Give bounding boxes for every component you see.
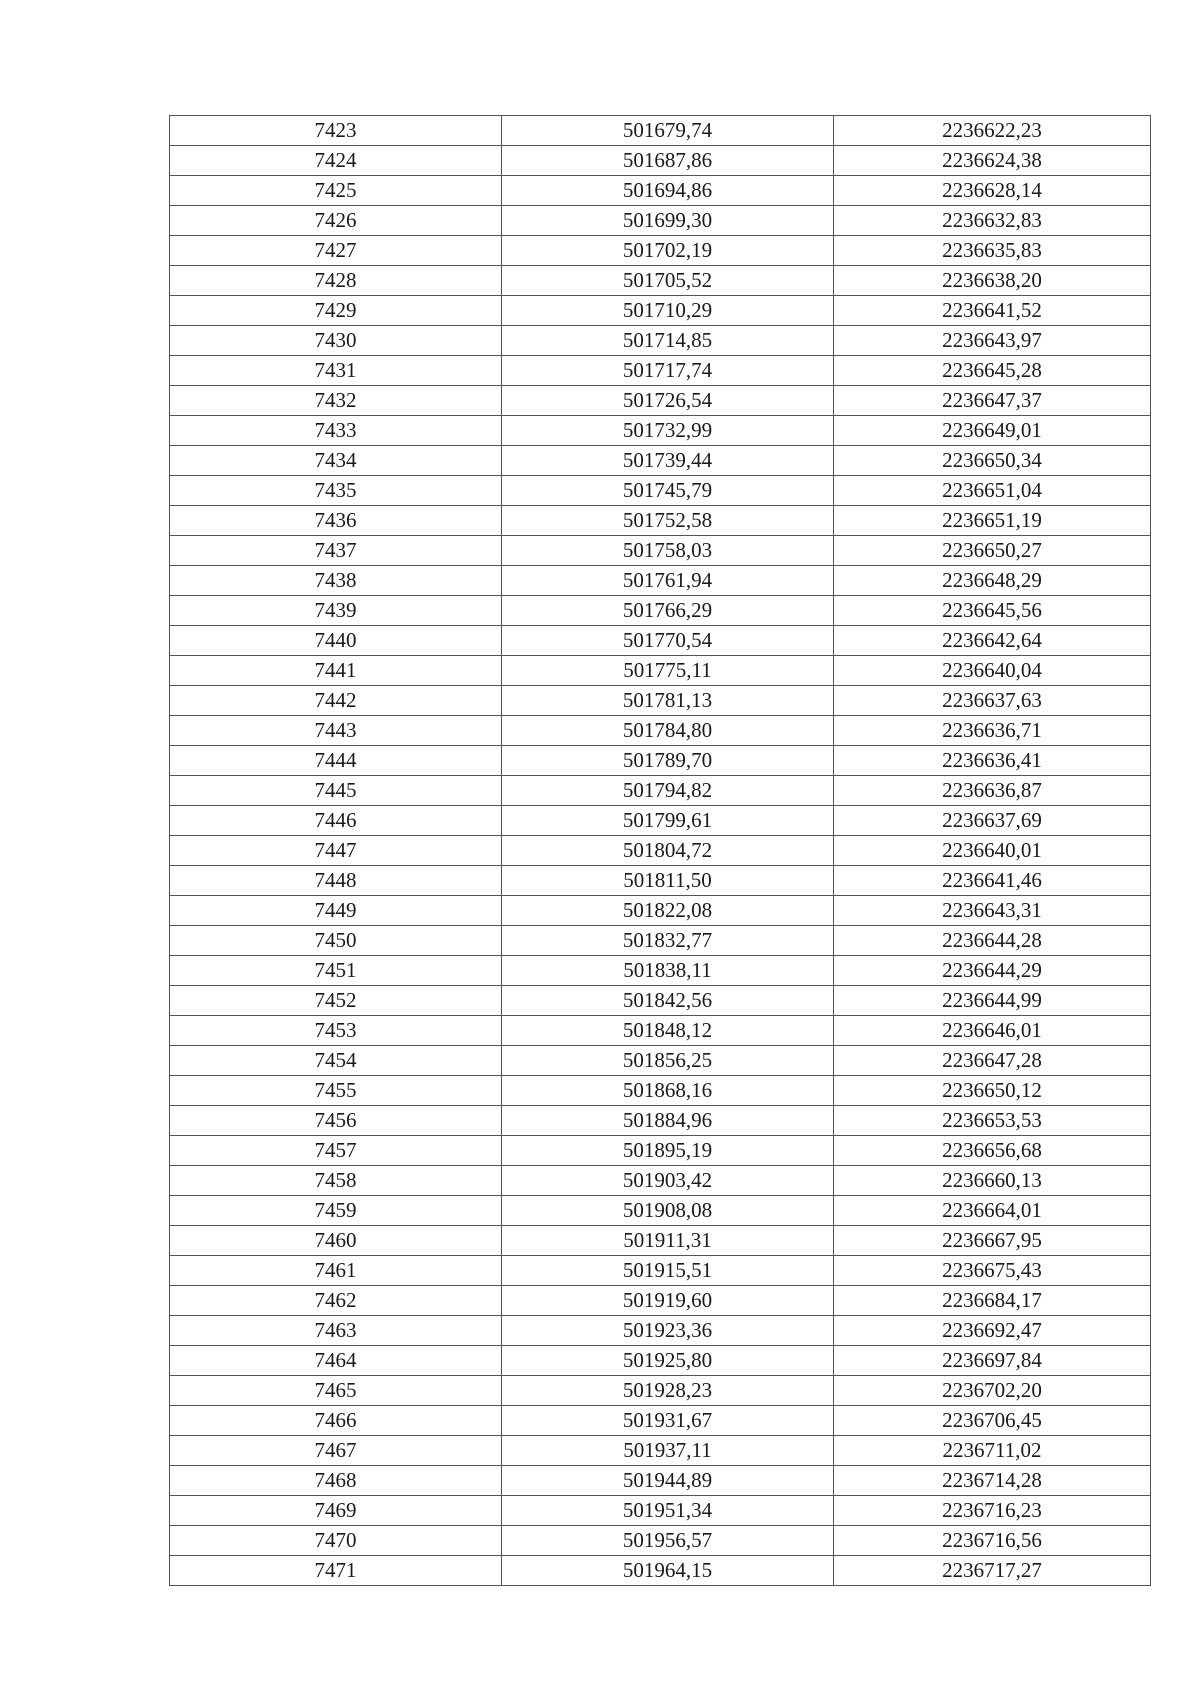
table-row (170, 1316, 1151, 1346)
point-number-cell: 7425 (170, 176, 502, 206)
x-coordinate-cell: 501799,61 (502, 806, 834, 836)
table-row (170, 986, 1151, 1016)
point-number-cell: 7429 (170, 296, 502, 326)
table-row (170, 1346, 1151, 1376)
y-coordinate-cell: 2236637,69 (834, 806, 1151, 836)
table-row (170, 926, 1151, 956)
x-coordinate-cell: 501925,80 (502, 1346, 834, 1376)
point-number-cell: 7470 (170, 1526, 502, 1556)
point-number-cell: 7453 (170, 1016, 502, 1046)
table-row (170, 1106, 1151, 1136)
table-row (170, 746, 1151, 776)
y-coordinate-cell: 2236637,63 (834, 686, 1151, 716)
x-coordinate-cell: 501856,25 (502, 1046, 834, 1076)
x-coordinate-cell: 501811,50 (502, 866, 834, 896)
table-row (170, 1466, 1151, 1496)
point-number-cell: 7438 (170, 566, 502, 596)
table-row (170, 326, 1151, 356)
y-coordinate-cell: 2236651,04 (834, 476, 1151, 506)
point-number-cell: 7432 (170, 386, 502, 416)
table-row (170, 1166, 1151, 1196)
x-coordinate-cell: 501679,74 (502, 116, 834, 146)
point-number-cell: 7458 (170, 1166, 502, 1196)
y-coordinate-cell: 2236650,12 (834, 1076, 1151, 1106)
point-number-cell: 7457 (170, 1136, 502, 1166)
y-coordinate-cell: 2236640,01 (834, 836, 1151, 866)
point-number-cell: 7439 (170, 596, 502, 626)
y-coordinate-cell: 2236656,68 (834, 1136, 1151, 1166)
table-row (170, 1376, 1151, 1406)
table-row (170, 1136, 1151, 1166)
y-coordinate-cell: 2236650,27 (834, 536, 1151, 566)
x-coordinate-cell: 501726,54 (502, 386, 834, 416)
y-coordinate-cell: 2236643,97 (834, 326, 1151, 356)
x-coordinate-cell: 501770,54 (502, 626, 834, 656)
point-number-cell: 7445 (170, 776, 502, 806)
point-number-cell: 7434 (170, 446, 502, 476)
y-coordinate-cell: 2236628,14 (834, 176, 1151, 206)
table-row (170, 716, 1151, 746)
x-coordinate-cell: 501911,31 (502, 1226, 834, 1256)
table-row (170, 1526, 1151, 1556)
y-coordinate-cell: 2236645,28 (834, 356, 1151, 386)
table-row (170, 1046, 1151, 1076)
x-coordinate-cell: 501895,19 (502, 1136, 834, 1166)
point-number-cell: 7436 (170, 506, 502, 536)
x-coordinate-cell: 501903,42 (502, 1166, 834, 1196)
table-row (170, 506, 1151, 536)
y-coordinate-cell: 2236638,20 (834, 266, 1151, 296)
y-coordinate-cell: 2236641,52 (834, 296, 1151, 326)
y-coordinate-cell: 2236635,83 (834, 236, 1151, 266)
x-coordinate-cell: 501944,89 (502, 1466, 834, 1496)
table-row (170, 206, 1151, 236)
y-coordinate-cell: 2236714,28 (834, 1466, 1151, 1496)
y-coordinate-cell: 2236716,56 (834, 1526, 1151, 1556)
x-coordinate-cell: 501804,72 (502, 836, 834, 866)
x-coordinate-cell: 501784,80 (502, 716, 834, 746)
point-number-cell: 7462 (170, 1286, 502, 1316)
x-coordinate-cell: 501964,15 (502, 1556, 834, 1586)
point-number-cell: 7454 (170, 1046, 502, 1076)
x-coordinate-cell: 501842,56 (502, 986, 834, 1016)
y-coordinate-cell: 2236644,29 (834, 956, 1151, 986)
y-coordinate-cell: 2236653,53 (834, 1106, 1151, 1136)
x-coordinate-cell: 501838,11 (502, 956, 834, 986)
y-coordinate-cell: 2236650,34 (834, 446, 1151, 476)
x-coordinate-cell: 501687,86 (502, 146, 834, 176)
point-number-cell: 7442 (170, 686, 502, 716)
point-number-cell: 7449 (170, 896, 502, 926)
point-number-cell: 7430 (170, 326, 502, 356)
y-coordinate-cell: 2236646,01 (834, 1016, 1151, 1046)
table-row (170, 896, 1151, 926)
point-number-cell: 7444 (170, 746, 502, 776)
table-row (170, 626, 1151, 656)
table-row (170, 1076, 1151, 1106)
y-coordinate-cell: 2236711,02 (834, 1436, 1151, 1466)
x-coordinate-cell: 501705,52 (502, 266, 834, 296)
table-row (170, 956, 1151, 986)
y-coordinate-cell: 2236684,17 (834, 1286, 1151, 1316)
point-number-cell: 7447 (170, 836, 502, 866)
y-coordinate-cell: 2236717,27 (834, 1556, 1151, 1586)
x-coordinate-cell: 501822,08 (502, 896, 834, 926)
y-coordinate-cell: 2236664,01 (834, 1196, 1151, 1226)
point-number-cell: 7441 (170, 656, 502, 686)
x-coordinate-cell: 501789,70 (502, 746, 834, 776)
point-number-cell: 7467 (170, 1436, 502, 1466)
table-row (170, 356, 1151, 386)
x-coordinate-cell: 501699,30 (502, 206, 834, 236)
table-row (170, 1256, 1151, 1286)
table-row (170, 266, 1151, 296)
table-row (170, 776, 1151, 806)
y-coordinate-cell: 2236642,64 (834, 626, 1151, 656)
table-row (170, 476, 1151, 506)
point-number-cell: 7427 (170, 236, 502, 266)
y-coordinate-cell: 2236667,95 (834, 1226, 1151, 1256)
x-coordinate-cell: 501928,23 (502, 1376, 834, 1406)
table-row (170, 236, 1151, 266)
x-coordinate-cell: 501714,85 (502, 326, 834, 356)
y-coordinate-cell: 2236640,04 (834, 656, 1151, 686)
y-coordinate-cell: 2236644,28 (834, 926, 1151, 956)
point-number-cell: 7426 (170, 206, 502, 236)
point-number-cell: 7437 (170, 536, 502, 566)
table-row (170, 1436, 1151, 1466)
table-row (170, 446, 1151, 476)
x-coordinate-cell: 501775,11 (502, 656, 834, 686)
x-coordinate-cell: 501794,82 (502, 776, 834, 806)
y-coordinate-cell: 2236647,37 (834, 386, 1151, 416)
x-coordinate-cell: 501931,67 (502, 1406, 834, 1436)
point-number-cell: 7448 (170, 866, 502, 896)
y-coordinate-cell: 2236716,23 (834, 1496, 1151, 1526)
x-coordinate-cell: 501781,13 (502, 686, 834, 716)
point-number-cell: 7450 (170, 926, 502, 956)
y-coordinate-cell: 2236702,20 (834, 1376, 1151, 1406)
x-coordinate-cell: 501868,16 (502, 1076, 834, 1106)
table-row (170, 536, 1151, 566)
x-coordinate-cell: 501956,57 (502, 1526, 834, 1556)
table-row (170, 686, 1151, 716)
x-coordinate-cell: 501710,29 (502, 296, 834, 326)
point-number-cell: 7466 (170, 1406, 502, 1436)
y-coordinate-cell: 2236643,31 (834, 896, 1151, 926)
point-number-cell: 7471 (170, 1556, 502, 1586)
point-number-cell: 7469 (170, 1496, 502, 1526)
coordinates-table-body (170, 116, 1151, 1586)
point-number-cell: 7451 (170, 956, 502, 986)
y-coordinate-cell: 2236644,99 (834, 986, 1151, 1016)
point-number-cell: 7468 (170, 1466, 502, 1496)
x-coordinate-cell: 501745,79 (502, 476, 834, 506)
table-row (170, 566, 1151, 596)
point-number-cell: 7433 (170, 416, 502, 446)
x-coordinate-cell: 501761,94 (502, 566, 834, 596)
y-coordinate-cell: 2236624,38 (834, 146, 1151, 176)
table-row (170, 1556, 1151, 1586)
point-number-cell: 7431 (170, 356, 502, 386)
x-coordinate-cell: 501758,03 (502, 536, 834, 566)
y-coordinate-cell: 2236636,41 (834, 746, 1151, 776)
coordinates-table (169, 115, 1151, 1586)
x-coordinate-cell: 501717,74 (502, 356, 834, 386)
table-row (170, 1016, 1151, 1046)
table-row (170, 866, 1151, 896)
table-row (170, 176, 1151, 206)
table-row (170, 146, 1151, 176)
x-coordinate-cell: 501937,11 (502, 1436, 834, 1466)
point-number-cell: 7464 (170, 1346, 502, 1376)
y-coordinate-cell: 2236622,23 (834, 116, 1151, 146)
y-coordinate-cell: 2236645,56 (834, 596, 1151, 626)
point-number-cell: 7446 (170, 806, 502, 836)
point-number-cell: 7428 (170, 266, 502, 296)
x-coordinate-cell: 501919,60 (502, 1286, 834, 1316)
x-coordinate-cell: 501923,36 (502, 1316, 834, 1346)
y-coordinate-cell: 2236697,84 (834, 1346, 1151, 1376)
table-row (170, 806, 1151, 836)
table-row (170, 416, 1151, 446)
x-coordinate-cell: 501951,34 (502, 1496, 834, 1526)
y-coordinate-cell: 2236651,19 (834, 506, 1151, 536)
y-coordinate-cell: 2236636,87 (834, 776, 1151, 806)
point-number-cell: 7461 (170, 1256, 502, 1286)
x-coordinate-cell: 501848,12 (502, 1016, 834, 1046)
x-coordinate-cell: 501732,99 (502, 416, 834, 446)
point-number-cell: 7443 (170, 716, 502, 746)
x-coordinate-cell: 501915,51 (502, 1256, 834, 1286)
y-coordinate-cell: 2236675,43 (834, 1256, 1151, 1286)
x-coordinate-cell: 501884,96 (502, 1106, 834, 1136)
y-coordinate-cell: 2236647,28 (834, 1046, 1151, 1076)
x-coordinate-cell: 501694,86 (502, 176, 834, 206)
table-row (170, 836, 1151, 866)
point-number-cell: 7456 (170, 1106, 502, 1136)
table-row (170, 1496, 1151, 1526)
point-number-cell: 7440 (170, 626, 502, 656)
y-coordinate-cell: 2236641,46 (834, 866, 1151, 896)
point-number-cell: 7435 (170, 476, 502, 506)
y-coordinate-cell: 2236649,01 (834, 416, 1151, 446)
table-row (170, 656, 1151, 686)
point-number-cell: 7452 (170, 986, 502, 1016)
table-row (170, 386, 1151, 416)
table-row (170, 1406, 1151, 1436)
x-coordinate-cell: 501752,58 (502, 506, 834, 536)
table-row (170, 1196, 1151, 1226)
table-row (170, 1286, 1151, 1316)
y-coordinate-cell: 2236706,45 (834, 1406, 1151, 1436)
point-number-cell: 7463 (170, 1316, 502, 1346)
x-coordinate-cell: 501832,77 (502, 926, 834, 956)
y-coordinate-cell: 2236660,13 (834, 1166, 1151, 1196)
x-coordinate-cell: 501766,29 (502, 596, 834, 626)
table-row (170, 116, 1151, 146)
point-number-cell: 7424 (170, 146, 502, 176)
x-coordinate-cell: 501702,19 (502, 236, 834, 266)
y-coordinate-cell: 2236636,71 (834, 716, 1151, 746)
point-number-cell: 7423 (170, 116, 502, 146)
point-number-cell: 7465 (170, 1376, 502, 1406)
table-row (170, 596, 1151, 626)
x-coordinate-cell: 501739,44 (502, 446, 834, 476)
y-coordinate-cell: 2236632,83 (834, 206, 1151, 236)
y-coordinate-cell: 2236648,29 (834, 566, 1151, 596)
table-row (170, 296, 1151, 326)
y-coordinate-cell: 2236692,47 (834, 1316, 1151, 1346)
point-number-cell: 7455 (170, 1076, 502, 1106)
point-number-cell: 7460 (170, 1226, 502, 1256)
table-row (170, 1226, 1151, 1256)
x-coordinate-cell: 501908,08 (502, 1196, 834, 1226)
point-number-cell: 7459 (170, 1196, 502, 1226)
